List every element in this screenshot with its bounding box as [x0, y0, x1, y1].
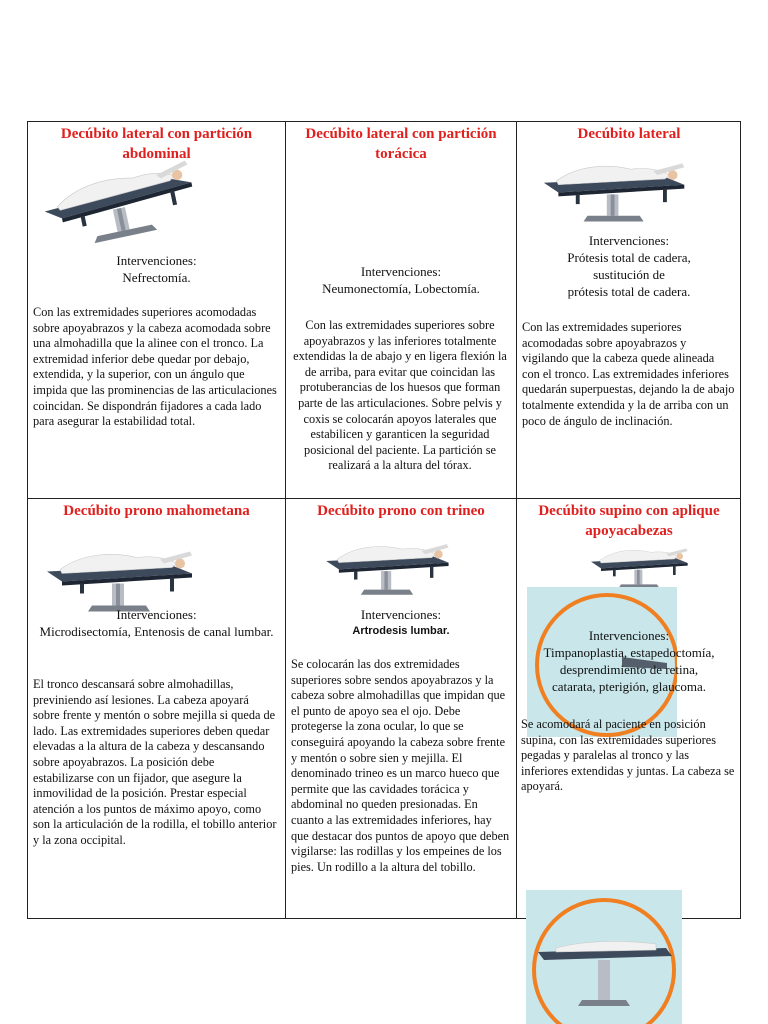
intervention-item: Neumonectomía, Lobectomía.	[322, 281, 480, 296]
surgical-table-illustration	[539, 152, 694, 232]
cell-lateral-toracica	[286, 122, 516, 498]
interventions	[517, 627, 741, 695]
intervention-item: Artrodesis lumbar.	[352, 625, 450, 637]
interventions-label: Intervenciones:	[360, 264, 442, 279]
cell-title: Decúbito prono mahometana	[63, 503, 250, 519]
cell-description: Con las extremidades superiores acomodadas sobre apoyabrazos y vigilando que la cabeza quede alineada con el tronco. Las extremidades inferiores quedarán superpuestas, dejando la de abajo totalmente extendida y la de arriba con un poco de ángulo de inclinación.	[522, 320, 735, 428]
cell-lateral	[517, 122, 741, 498]
cell-description: Con las extremidades superiores sobre apoyabrazos y las inferiores totalmente extendidas la de abajo y en ligera flexión la de arriba, para evitar que coincidan las protuberancias de los huesos que forman parte de las articulaciones. Sobre pelvis y coxis se colocarán apoyos laterales que estabilicen y garanticen la seguridad posicional del paciente. La partición se realizará a la altura del tórax.	[293, 318, 507, 473]
interventions-label: Intervenciones:	[588, 233, 670, 248]
surgical-table-illustration	[561, 543, 721, 593]
cell-description: Se acomodará al paciente en posición supina, con las extremidades superiores pegadas y paralelas al tronco y las inferiores extendidas y juntas. La cabeza se apoyará.	[521, 717, 735, 794]
cell-prono-mahometana	[28, 499, 285, 919]
interventions	[286, 606, 516, 640]
intervention-item: Timpanoplastia, estapedoctomía,	[543, 645, 715, 660]
interventions	[517, 232, 741, 300]
cell-title: Decúbito lateral con partición abdominal	[60, 126, 253, 162]
cell-title: Decúbito supino con aplique apoyacabezas	[538, 503, 720, 539]
interventions	[28, 606, 285, 640]
cell-description: El tronco descansará sobre almohadillas, previniendo así lesiones. La cabeza apoyará sobre frente y mentón o sobre mejilla si queda de lado. Las extremidades superiores deben quedar elevadas a la altura de la cabeza y descansando sobre apoyabrazos. La posición debe estabilizarse con un fijador, que asegure la inmovilidad de la posición. Prestar especial atención a los puntos de máximo apoyo, como son la articulación de la rodilla, el tobillo anterior y la zona occipital.	[33, 677, 277, 847]
cell-lateral-abdominal	[28, 122, 285, 498]
cell-title: Decúbito lateral con partición torácica	[305, 126, 497, 162]
intervention-item: Prótesis total de cadera,	[567, 250, 691, 265]
surgical-table-illustration	[322, 529, 457, 609]
cell-prono-trineo	[286, 499, 516, 919]
cell-description: Se colocarán las dos extremidades superiores sobre sendos apoyabrazos y la cabeza sobre almohadillas que impidan que el punto de apoyo sea el ojo. Debe protegerse la zona ocular, lo que se conseguirá apoyando la cabeza sobre frente y mentón o sobre sien y mejilla. El denominado trineo es un marco hueco que permite que las cavidades torácica y abdominal no queden presionadas. En cuanto a las extremidades inferiores, hay que destacar dos puntos de apoyo que deben vigilarse: las rodillas y los empeines de los pies. Un rodillo a la altura del tobillo.	[291, 657, 510, 874]
interventions-label: Intervenciones:	[588, 628, 670, 643]
cell-title: Decúbito prono con trineo	[317, 503, 485, 519]
intervention-item: Nefrectomía.	[122, 270, 191, 285]
cell-description: Con las extremidades superiores acomodadas sobre apoyabrazos y la cabeza acomodada sobre una almohadilla que la alinee con el tronco. La extremidad inferior debe quedar por debajo, extendida, y la superior, con un ángulo que impida que las prominencias de las articulaciones coincidan. Se dispondrán fijadores a cada lado para asegurar la estabilidad total.	[33, 305, 277, 429]
intervention-item: prótesis total de cadera.	[567, 284, 691, 299]
interventions	[28, 252, 285, 286]
supine-table-photo	[526, 890, 682, 1024]
intervention-item: sustitución de	[593, 267, 665, 282]
intervention-item: catarata, pterigión, glaucoma.	[551, 679, 707, 694]
cell-supino-apoyacabezas	[517, 499, 741, 919]
interventions-label: Intervenciones:	[116, 607, 197, 622]
interventions-label: Intervenciones:	[116, 253, 197, 268]
intervention-item: Microdisectomía, Entenosis de canal lumbar.	[39, 624, 274, 639]
intervention-item: desprendimiento de retina,	[559, 662, 699, 677]
interventions	[286, 263, 516, 297]
positions-table	[27, 121, 741, 919]
interventions-label: Intervenciones:	[360, 607, 442, 622]
cell-title: Decúbito lateral	[577, 126, 681, 142]
surgical-table-illustration	[40, 160, 205, 250]
